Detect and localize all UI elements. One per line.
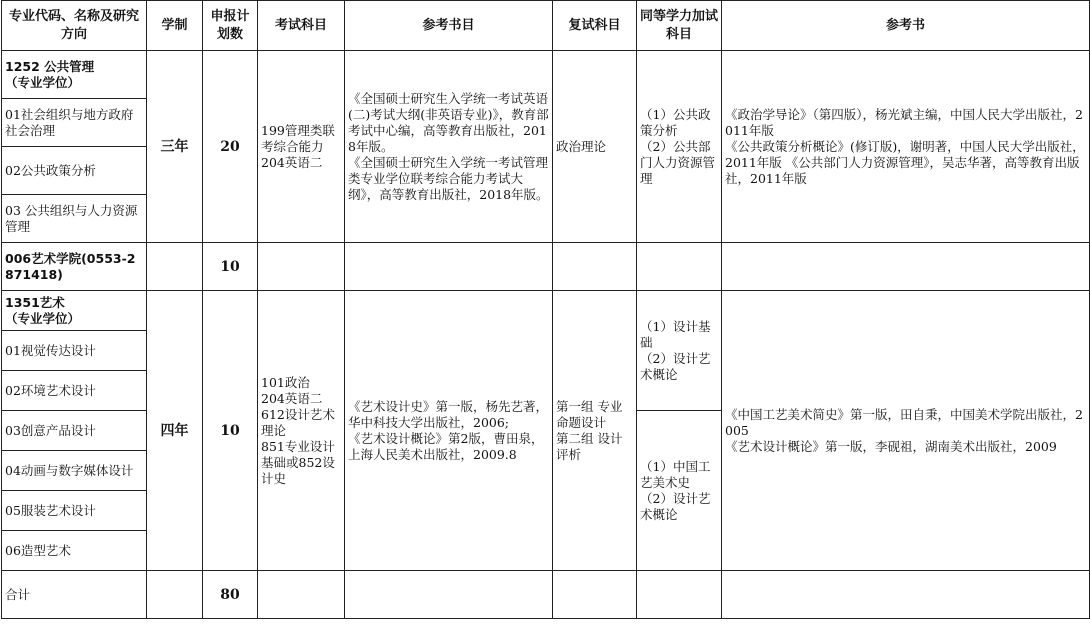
total-quota: 80 <box>203 571 258 619</box>
direction-item: 05服装艺术设计 <box>2 491 147 531</box>
table-row <box>2 291 1090 331</box>
empty-cell <box>637 243 722 291</box>
extra-exam-subjects: （1）公共政策分析 （2）公共部门人力资源管理 <box>637 51 722 243</box>
table-row <box>2 51 1090 99</box>
total-label: 合计 <box>2 571 147 619</box>
empty-cell <box>722 571 1090 619</box>
college-name: 006艺术学院(0553-2871418) <box>2 243 147 291</box>
empty-cell <box>258 243 345 291</box>
empty-cell <box>553 243 637 291</box>
direction-item: 02环境艺术设计 <box>2 371 147 411</box>
header-row <box>2 1 1090 51</box>
header-books: 参考书目 <box>345 1 553 51</box>
header-quota: 申报计划数 <box>203 1 258 51</box>
quota-cell: 10 <box>203 243 258 291</box>
empty-cell <box>147 243 203 291</box>
header-exam: 考试科目 <box>258 1 345 51</box>
empty-cell <box>258 571 345 619</box>
empty-cell <box>722 243 1090 291</box>
extra-exam-subjects: （1）中国工艺美术史 （2）设计艺术概论 <box>637 411 722 571</box>
exam-subjects: 101政治 204英语二 612设计艺术理论 851专业设计基础或852设计史 <box>258 291 345 571</box>
reference-books: 《全国硕士研究生入学统一考试英语(二)考试大纲(非英语专业)》，教育部考试中心编，高等教育出版社，2018年版。 《全国硕士研究生入学统一考试管理类专业学位联考综合能力考试大纲》，高等教育出版社，2018年版。 <box>345 51 553 243</box>
reference-books: 《艺术设计史》第一版，杨先艺著，华中科技大学出版社，2006; 《艺术设计概论》第2版，曹田泉，上海人民美术出版社，2009.8 <box>345 291 553 571</box>
exam-subjects: 199管理类联考综合能力 204英语二 <box>258 51 345 243</box>
empty-cell <box>345 243 553 291</box>
empty-cell <box>147 571 203 619</box>
total-row <box>2 571 1090 619</box>
header-retest: 复试科目 <box>553 1 637 51</box>
direction-item: 03 公共组织与人力资源管理 <box>2 195 147 243</box>
direction-item: 06造型艺术 <box>2 531 147 571</box>
retest-subject: 第一组 专业命题设计 第二组 设计评析 <box>553 291 637 571</box>
header-extra-exam: 同等学力加试科目 <box>637 1 722 51</box>
duration-cell: 四年 <box>147 291 203 571</box>
reference-list: 《中国工艺美术简史》第一版，田自秉，中国美术学院出版社，2005 《艺术设计概论》第一版，李砚祖，湖南美术出版社，2009 <box>722 291 1090 571</box>
header-duration: 学制 <box>147 1 203 51</box>
direction-item: 01社会组织与地方政府社会治理 <box>2 99 147 147</box>
table-row <box>2 243 1090 291</box>
quota-cell: 20 <box>203 51 258 243</box>
program-art: 1351艺术 （专业学位） <box>2 291 147 331</box>
direction-item: 04动画与数字媒体设计 <box>2 451 147 491</box>
header-major: 专业代码、名称及研究方向 <box>2 1 147 51</box>
empty-cell <box>553 571 637 619</box>
enrollment-table <box>1 0 1090 619</box>
quota-cell: 10 <box>203 291 258 571</box>
program-public-admin: 1252 公共管理 （专业学位） <box>2 51 147 99</box>
retest-subject: 政治理论 <box>553 51 637 243</box>
direction-item: 02公共政策分析 <box>2 147 147 195</box>
reference-list: 《政治学导论》（第四版），杨光斌主编，中国人民大学出版社，2011年版 《公共政策分析概论》(修订版)，谢明著，中国人民大学出版社，2011年版 《公共部门人力资源管理》，吴志华著，高等教育出版社，2011年版 <box>722 51 1090 243</box>
header-ref: 参考书 <box>722 1 1090 51</box>
direction-item: 01视觉传达设计 <box>2 331 147 371</box>
empty-cell <box>637 571 722 619</box>
duration-cell: 三年 <box>147 51 203 243</box>
direction-item: 03创意产品设计 <box>2 411 147 451</box>
empty-cell <box>345 571 553 619</box>
extra-exam-subjects: （1）设计基础 （2）设计艺术概论 <box>637 291 722 411</box>
